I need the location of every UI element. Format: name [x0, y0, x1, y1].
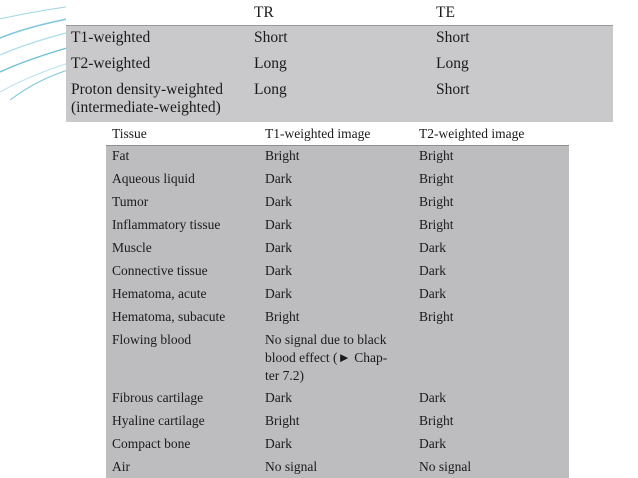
- tissue-name: Air: [112, 459, 130, 474]
- row-label-t2: T2-weighted: [71, 55, 151, 72]
- tissue-name: Hyaline cartilage: [112, 413, 205, 428]
- t2-value: Bright: [419, 413, 454, 428]
- t2-value: Bright: [419, 194, 454, 209]
- pd-tr-value: Long: [254, 81, 287, 98]
- tissue-name: Connective tissue: [112, 263, 208, 278]
- table-header-row: [66, 0, 613, 26]
- t2-tr-value: Long: [254, 55, 287, 72]
- header-t1-image: T1-weighted image: [265, 126, 371, 141]
- tissue-name: Muscle: [112, 240, 152, 255]
- t1-value: Bright: [265, 413, 300, 428]
- t2-value: Bright: [419, 148, 454, 163]
- tissue-name: Fibrous cartilage: [112, 390, 204, 405]
- t1-value: Dark: [265, 436, 292, 451]
- tissue-name: Flowing blood: [112, 332, 192, 347]
- t1-value: Bright: [265, 148, 300, 163]
- t2-value: No signal: [419, 459, 472, 474]
- t1-value: Dark: [265, 194, 292, 209]
- t1-value: No signal due to black blood effect (► Chap-ter 7.2): [265, 332, 388, 383]
- header-t2-image: T2-weighted image: [419, 126, 525, 141]
- t1-value: Dark: [265, 240, 292, 255]
- tissue-signal-table: [106, 122, 569, 478]
- header-tissue: Tissue: [112, 126, 147, 141]
- t2-value: Dark: [419, 390, 446, 405]
- tissue-name: Fat: [112, 148, 130, 163]
- t1-value: Dark: [265, 390, 292, 405]
- t1-value: No signal: [265, 459, 318, 474]
- tissue-name: Hematoma, subacute: [112, 309, 226, 324]
- pd-te-value: Short: [436, 81, 470, 98]
- tissue-name: Hematoma, acute: [112, 286, 207, 301]
- tissue-name: Aqueous liquid: [112, 171, 195, 186]
- t1-te-value: Short: [436, 29, 470, 46]
- tissue-name: Inflammatory tissue: [112, 217, 221, 232]
- tissue-name: Compact bone: [112, 436, 191, 451]
- t2-value: Dark: [419, 436, 446, 451]
- t2-value: Bright: [419, 217, 454, 232]
- t1-value: Dark: [265, 286, 292, 301]
- row-label-t1: T1-weighted: [71, 29, 151, 46]
- t2-te-value: Long: [436, 55, 469, 72]
- t2-value: Bright: [419, 309, 454, 324]
- header-tr: TR: [254, 4, 274, 21]
- table-header-row: [106, 122, 569, 146]
- t2-value: Dark: [419, 263, 446, 278]
- header-te: TE: [436, 4, 455, 21]
- sequence-weighting-table: [66, 0, 613, 122]
- t1-value: Bright: [265, 309, 300, 324]
- t1-value: Dark: [265, 171, 292, 186]
- t1-tr-value: Short: [254, 29, 288, 46]
- t2-value: Dark: [419, 240, 446, 255]
- t1-value: Dark: [265, 263, 292, 278]
- t2-value: Bright: [419, 171, 454, 186]
- t1-value: Dark: [265, 217, 292, 232]
- t2-value: Dark: [419, 286, 446, 301]
- row-label-pd-subtitle: (intermediate-weighted): [71, 99, 221, 116]
- row-label-pd: Proton density-weighted: [71, 81, 223, 98]
- tissue-name: Tumor: [112, 194, 149, 209]
